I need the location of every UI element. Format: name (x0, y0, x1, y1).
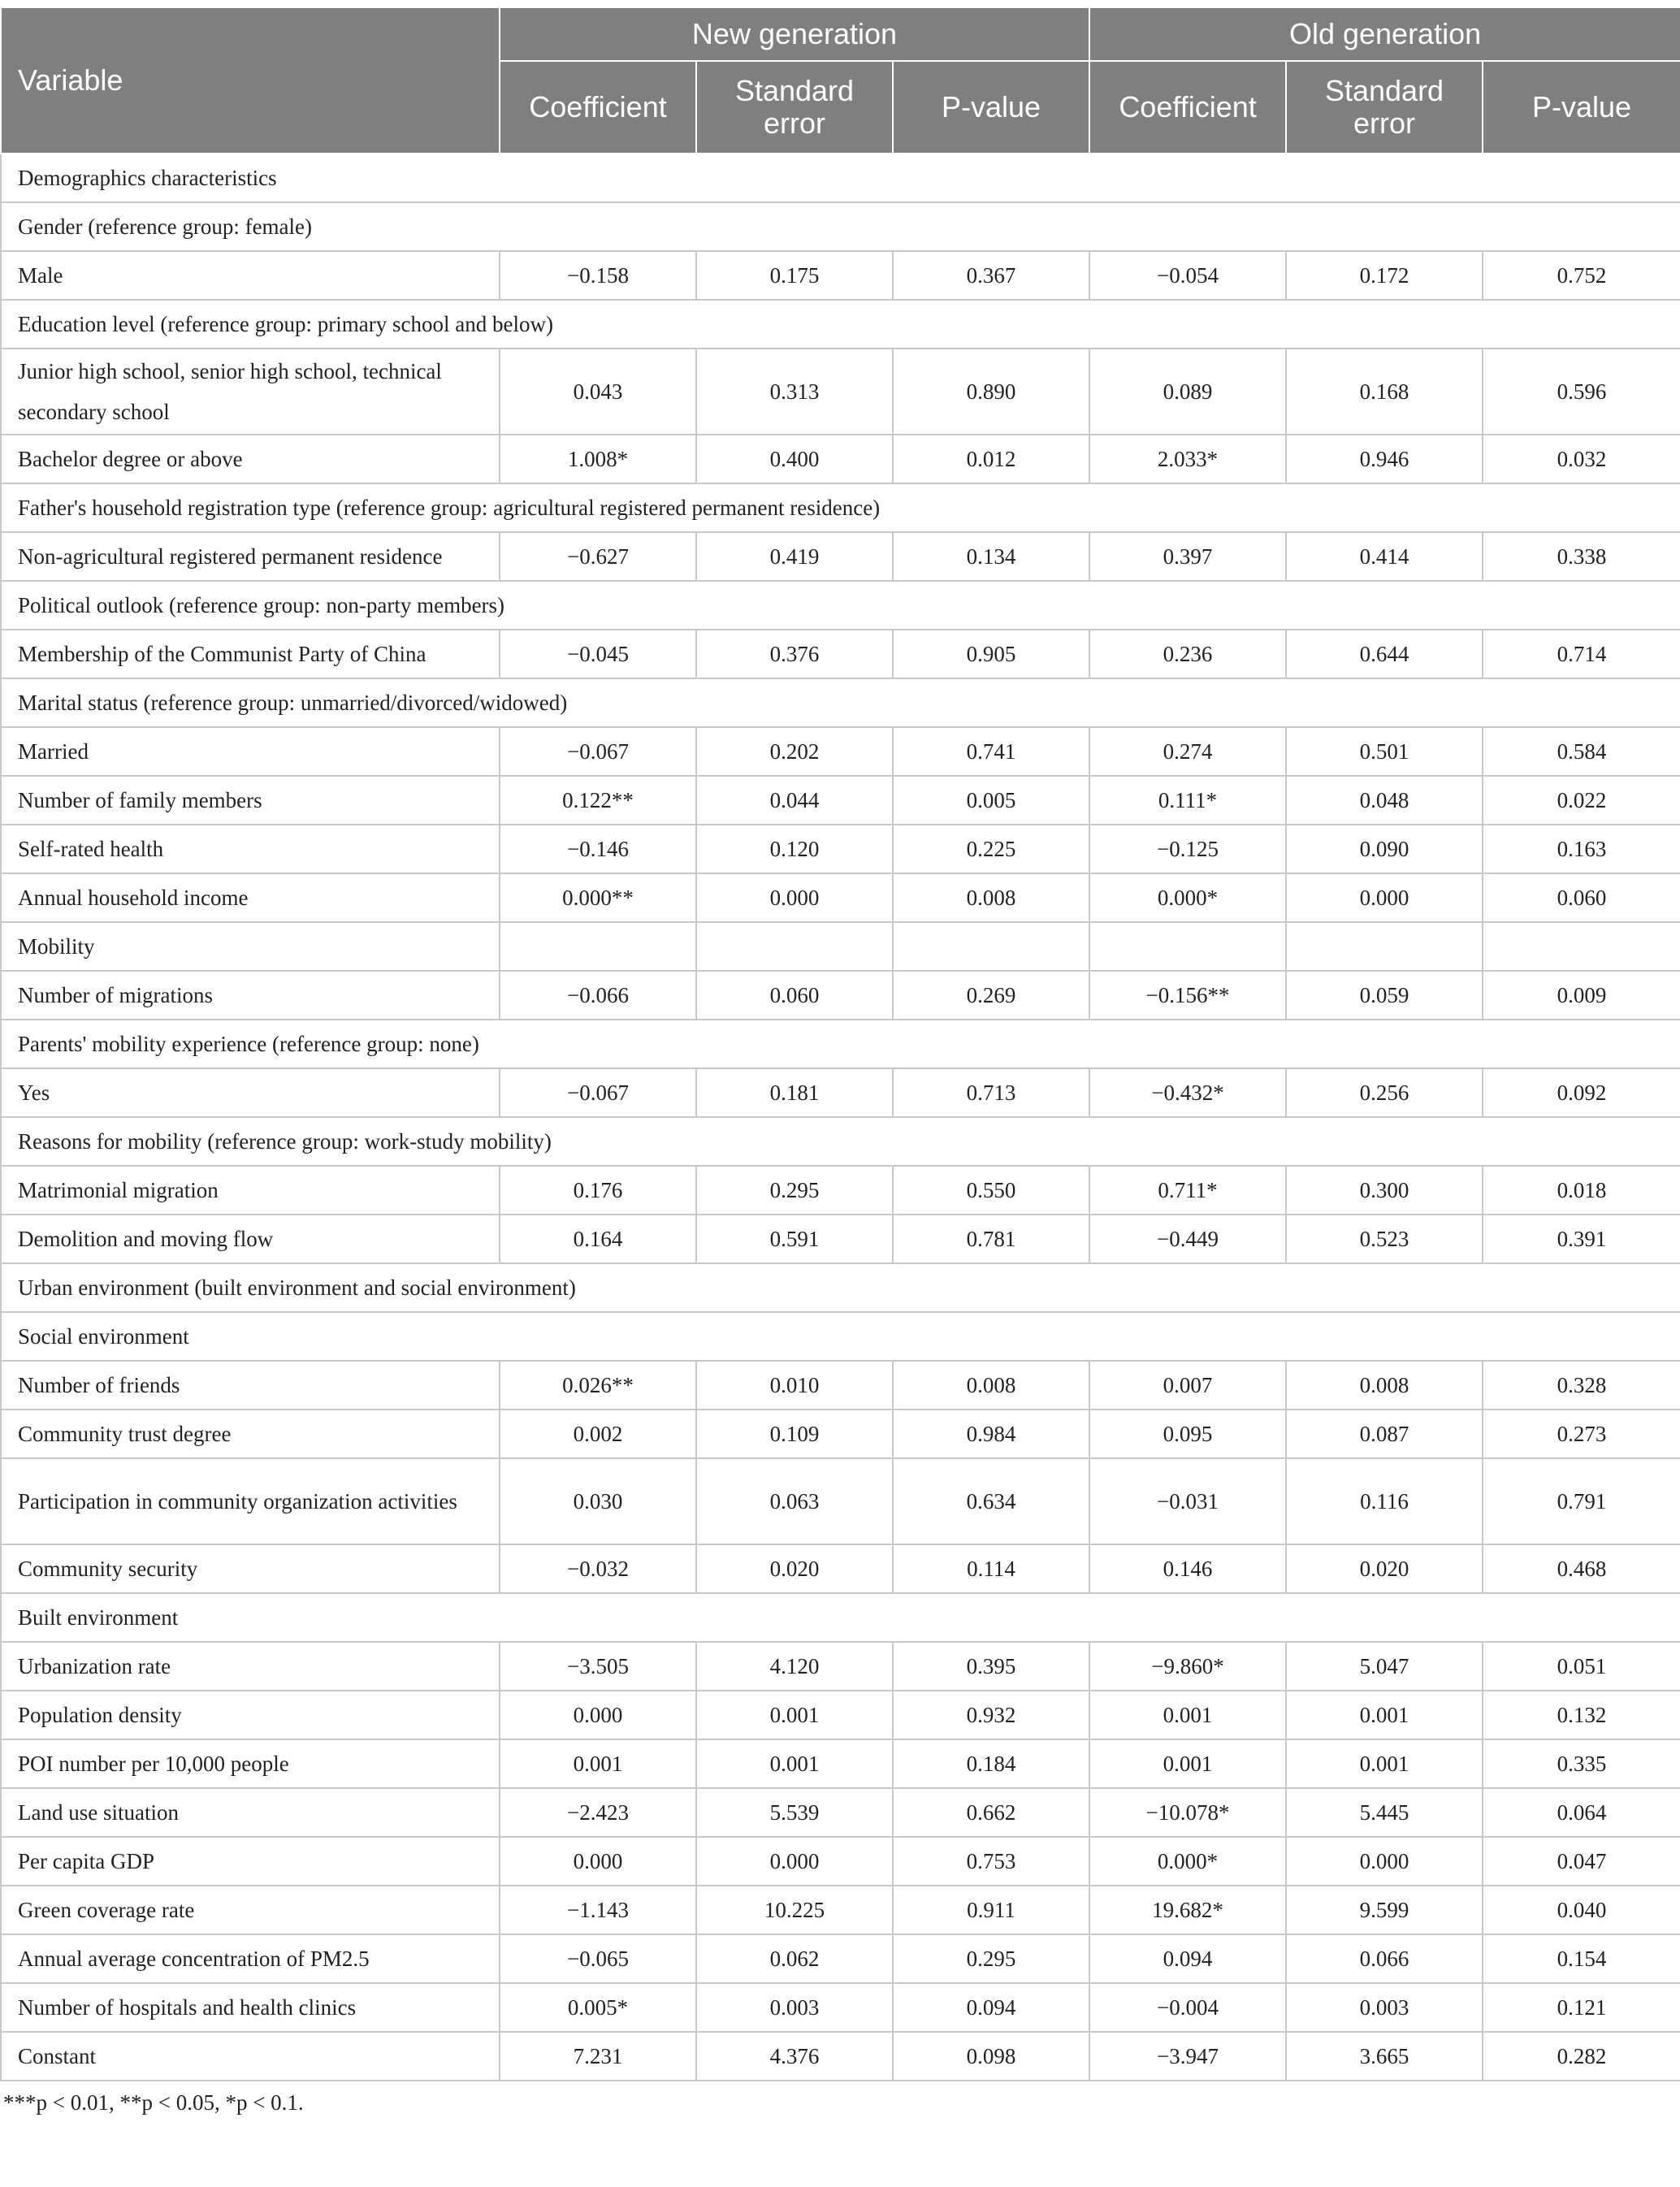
p-value-old-cell: 0.064 (1483, 1788, 1680, 1837)
group-label: Gender (reference group: female) (1, 202, 1680, 251)
group-header-row (1, 202, 1680, 251)
group-label: Demographics characteristics (1, 154, 1680, 202)
variable-label: Male (1, 251, 500, 300)
standard-error-new-cell: 0.175 (696, 251, 893, 300)
header-variable: Variable (1, 7, 500, 154)
table-row (1, 1983, 1680, 2032)
header-group-new-generation: New generation (500, 7, 1089, 61)
group-label: Parents' mobility experience (reference group: none) (1, 1020, 1680, 1068)
standard-error-old-cell: 0.300 (1286, 1166, 1483, 1215)
standard-error-old-cell: 0.000 (1286, 873, 1483, 922)
table-footnote: ***p < 0.01, **p < 0.05, *p < 0.1. (3, 2090, 304, 2115)
p-value-new-cell: 0.550 (893, 1166, 1089, 1215)
standard-error-old-cell: 0.059 (1286, 971, 1483, 1020)
coefficient-new-cell: −0.158 (500, 251, 696, 300)
coefficient-old-cell: 19.682* (1089, 1886, 1286, 1934)
header-coefficient-new: Coefficient (500, 61, 696, 154)
coefficient-new-cell: 0.000** (500, 873, 696, 922)
coefficient-old-cell: 0.146 (1089, 1544, 1286, 1593)
variable-label: Bachelor degree or above (1, 435, 500, 483)
p-value-new-cell: 0.295 (893, 1934, 1089, 1983)
p-value-old-cell: 0.032 (1483, 435, 1680, 483)
standard-error-new-cell: 4.376 (696, 2032, 893, 2081)
p-value-new-cell: 0.662 (893, 1788, 1089, 1837)
p-value-new-cell: 0.269 (893, 971, 1089, 1020)
table-row (1, 1410, 1680, 1458)
standard-error-new-cell: 0.400 (696, 435, 893, 483)
group-header-row (1, 483, 1680, 532)
table-row (1, 727, 1680, 776)
standard-error-new-cell: 0.001 (696, 1739, 893, 1788)
p-value-new-cell: 0.890 (893, 349, 1089, 435)
table-row (1, 1215, 1680, 1263)
standard-error-old-cell (1286, 922, 1483, 971)
table-row (1, 825, 1680, 873)
table-body (1, 154, 1680, 2081)
p-value-old-cell: 0.584 (1483, 727, 1680, 776)
standard-error-new-cell: 0.001 (696, 1691, 893, 1739)
coefficient-new-cell: −0.066 (500, 971, 696, 1020)
standard-error-old-cell: 0.501 (1286, 727, 1483, 776)
coefficient-old-cell: 0.000* (1089, 1837, 1286, 1886)
standard-error-new-cell: 10.225 (696, 1886, 893, 1934)
standard-error-old-cell: 0.172 (1286, 251, 1483, 300)
standard-error-new-cell: 0.062 (696, 1934, 893, 1983)
variable-label: POI number per 10,000 people (1, 1739, 500, 1788)
variable-label: Number of family members (1, 776, 500, 825)
standard-error-new-cell: 0.020 (696, 1544, 893, 1593)
standard-error-old-cell: 0.000 (1286, 1837, 1483, 1886)
coefficient-old-cell: −0.449 (1089, 1215, 1286, 1263)
p-value-new-cell: 0.932 (893, 1691, 1089, 1739)
coefficient-new-cell: −0.065 (500, 1934, 696, 1983)
table-row (1, 1166, 1680, 1215)
table-row (1, 1361, 1680, 1410)
group-header-row (1, 154, 1680, 202)
standard-error-old-cell: 0.003 (1286, 1983, 1483, 2032)
standard-error-new-cell: 0.120 (696, 825, 893, 873)
coefficient-new-cell: 7.231 (500, 2032, 696, 2081)
table-row (1, 1934, 1680, 1983)
group-label: Built environment (1, 1593, 1680, 1642)
variable-label: Self-rated health (1, 825, 500, 873)
coefficient-new-cell: −0.627 (500, 532, 696, 581)
group-header-row (1, 1020, 1680, 1068)
variable-label: Number of friends (1, 1361, 500, 1410)
coefficient-old-cell: 0.001 (1089, 1691, 1286, 1739)
coefficient-new-cell: 0.000 (500, 1691, 696, 1739)
coefficient-new-cell: −0.067 (500, 727, 696, 776)
variable-label: Married (1, 727, 500, 776)
p-value-new-cell: 0.781 (893, 1215, 1089, 1263)
coefficient-old-cell: 0.095 (1089, 1410, 1286, 1458)
coefficient-new-cell (500, 922, 696, 971)
p-value-old-cell: 0.092 (1483, 1068, 1680, 1117)
coefficient-old-cell: 0.274 (1089, 727, 1286, 776)
standard-error-new-cell: 0.000 (696, 1837, 893, 1886)
p-value-old-cell: 0.391 (1483, 1215, 1680, 1263)
p-value-new-cell: 0.713 (893, 1068, 1089, 1117)
standard-error-old-cell: 0.008 (1286, 1361, 1483, 1410)
table-row (1, 1544, 1680, 1593)
coefficient-old-cell: 0.001 (1089, 1739, 1286, 1788)
group-header-row (1, 678, 1680, 727)
coefficient-new-cell: 1.008* (500, 435, 696, 483)
table-row (1, 1739, 1680, 1788)
coefficient-new-cell: −2.423 (500, 1788, 696, 1837)
group-label: Marital status (reference group: unmarried/divorced/widowed) (1, 678, 1680, 727)
p-value-old-cell: 0.121 (1483, 1983, 1680, 2032)
p-value-old-cell: 0.273 (1483, 1410, 1680, 1458)
standard-error-old-cell: 0.644 (1286, 630, 1483, 678)
standard-error-new-cell: 0.376 (696, 630, 893, 678)
coefficient-old-cell: 0.089 (1089, 349, 1286, 435)
table-row (1, 1691, 1680, 1739)
coefficient-old-cell: 0.711* (1089, 1166, 1286, 1215)
table-header (1, 7, 1680, 154)
variable-label: Junior high school, senior high school, technical secondary school (1, 349, 500, 435)
regression-table (0, 6, 1680, 2081)
group-label: Education level (reference group: primary school and below) (1, 300, 1680, 349)
coefficient-old-cell: 2.033* (1089, 435, 1286, 483)
group-header-row (1, 1312, 1680, 1361)
p-value-new-cell (893, 922, 1089, 971)
p-value-old-cell: 0.040 (1483, 1886, 1680, 1934)
table-row (1, 776, 1680, 825)
p-value-old-cell: 0.328 (1483, 1361, 1680, 1410)
p-value-new-cell: 0.225 (893, 825, 1089, 873)
p-value-old-cell: 0.596 (1483, 349, 1680, 435)
variable-label: Number of migrations (1, 971, 500, 1020)
standard-error-old-cell: 0.414 (1286, 532, 1483, 581)
p-value-old-cell: 0.009 (1483, 971, 1680, 1020)
variable-label: Number of hospitals and health clinics (1, 1983, 500, 2032)
p-value-old-cell: 0.468 (1483, 1544, 1680, 1593)
p-value-new-cell: 0.634 (893, 1458, 1089, 1544)
group-header-row (1, 581, 1680, 630)
group-label: Reasons for mobility (reference group: work-study mobility) (1, 1117, 1680, 1166)
table-row (1, 532, 1680, 581)
coefficient-new-cell: −3.505 (500, 1642, 696, 1691)
coefficient-new-cell: −0.067 (500, 1068, 696, 1117)
group-label: Political outlook (reference group: non-party members) (1, 581, 1680, 630)
p-value-new-cell: 0.012 (893, 435, 1089, 483)
p-value-new-cell: 0.905 (893, 630, 1089, 678)
table-row (1, 349, 1680, 435)
group-label: Urban environment (built environment and social environment) (1, 1263, 1680, 1312)
p-value-old-cell: 0.335 (1483, 1739, 1680, 1788)
standard-error-old-cell: 0.001 (1286, 1739, 1483, 1788)
table-row (1, 971, 1680, 1020)
table-row (1, 435, 1680, 483)
variable-label: Demolition and moving flow (1, 1215, 500, 1263)
p-value-old-cell (1483, 922, 1680, 971)
standard-error-old-cell: 0.256 (1286, 1068, 1483, 1117)
coefficient-new-cell: 0.002 (500, 1410, 696, 1458)
standard-error-new-cell: 0.591 (696, 1215, 893, 1263)
coefficient-old-cell: 0.397 (1089, 532, 1286, 581)
p-value-new-cell: 0.911 (893, 1886, 1089, 1934)
variable-label: Green coverage rate (1, 1886, 500, 1934)
standard-error-new-cell: 0.044 (696, 776, 893, 825)
standard-error-old-cell: 0.048 (1286, 776, 1483, 825)
standard-error-new-cell: 0.060 (696, 971, 893, 1020)
standard-error-new-cell: 0.000 (696, 873, 893, 922)
p-value-old-cell: 0.714 (1483, 630, 1680, 678)
variable-label: Constant (1, 2032, 500, 2081)
header-standard-error-old: Standard error (1286, 61, 1483, 154)
coefficient-new-cell: 0.122** (500, 776, 696, 825)
variable-label: Land use situation (1, 1788, 500, 1837)
variable-label: Yes (1, 1068, 500, 1117)
group-header-row (1, 1263, 1680, 1312)
table-row (1, 1886, 1680, 1934)
group-label: Social environment (1, 1312, 1680, 1361)
standard-error-old-cell: 5.047 (1286, 1642, 1483, 1691)
p-value-old-cell: 0.163 (1483, 825, 1680, 873)
coefficient-new-cell: 0.026** (500, 1361, 696, 1410)
header-p-value-new: P-value (893, 61, 1089, 154)
p-value-new-cell: 0.753 (893, 1837, 1089, 1886)
standard-error-new-cell: 0.313 (696, 349, 893, 435)
standard-error-new-cell: 5.539 (696, 1788, 893, 1837)
p-value-old-cell: 0.338 (1483, 532, 1680, 581)
coefficient-old-cell: 0.236 (1089, 630, 1286, 678)
p-value-old-cell: 0.752 (1483, 251, 1680, 300)
coefficient-new-cell: 0.000 (500, 1837, 696, 1886)
coefficient-old-cell: 0.000* (1089, 873, 1286, 922)
coefficient-old-cell: −9.860* (1089, 1642, 1286, 1691)
variable-label: Participation in community organization activities (1, 1458, 500, 1544)
group-label: Father's household registration type (reference group: agricultural registered permanent residence) (1, 483, 1680, 532)
standard-error-old-cell: 0.087 (1286, 1410, 1483, 1458)
p-value-new-cell: 0.008 (893, 873, 1089, 922)
p-value-old-cell: 0.051 (1483, 1642, 1680, 1691)
standard-error-old-cell: 0.946 (1286, 435, 1483, 483)
table-row (1, 630, 1680, 678)
table-row (1, 1068, 1680, 1117)
coefficient-old-cell: −0.156** (1089, 971, 1286, 1020)
p-value-new-cell: 0.098 (893, 2032, 1089, 2081)
variable-label: Population density (1, 1691, 500, 1739)
coefficient-new-cell: 0.164 (500, 1215, 696, 1263)
coefficient-old-cell: −0.125 (1089, 825, 1286, 873)
p-value-new-cell: 0.134 (893, 532, 1089, 581)
coefficient-new-cell: 0.001 (500, 1739, 696, 1788)
standard-error-new-cell: 0.181 (696, 1068, 893, 1117)
standard-error-old-cell: 0.168 (1286, 349, 1483, 435)
variable-label: Community security (1, 1544, 500, 1593)
standard-error-old-cell: 0.090 (1286, 825, 1483, 873)
standard-error-new-cell: 0.003 (696, 1983, 893, 2032)
coefficient-new-cell: 0.030 (500, 1458, 696, 1544)
standard-error-old-cell: 0.020 (1286, 1544, 1483, 1593)
table-row (1, 873, 1680, 922)
standard-error-new-cell: 0.109 (696, 1410, 893, 1458)
p-value-new-cell: 0.094 (893, 1983, 1089, 2032)
variable-label: Community trust degree (1, 1410, 500, 1458)
group-header-row (1, 300, 1680, 349)
coefficient-new-cell: −0.032 (500, 1544, 696, 1593)
p-value-old-cell: 0.132 (1483, 1691, 1680, 1739)
coefficient-old-cell: −0.004 (1089, 1983, 1286, 2032)
p-value-old-cell: 0.060 (1483, 873, 1680, 922)
standard-error-old-cell: 9.599 (1286, 1886, 1483, 1934)
variable-label: Matrimonial migration (1, 1166, 500, 1215)
standard-error-new-cell: 0.063 (696, 1458, 893, 1544)
variable-label: Membership of the Communist Party of China (1, 630, 500, 678)
regression-table-container (0, 6, 1680, 2117)
coefficient-old-cell: −3.947 (1089, 2032, 1286, 2081)
p-value-old-cell: 0.154 (1483, 1934, 1680, 1983)
coefficient-new-cell: 0.005* (500, 1983, 696, 2032)
header-group-old-generation: Old generation (1089, 7, 1680, 61)
variable-label: Urbanization rate (1, 1642, 500, 1691)
coefficient-old-cell: −10.078* (1089, 1788, 1286, 1837)
p-value-old-cell: 0.047 (1483, 1837, 1680, 1886)
p-value-new-cell: 0.367 (893, 251, 1089, 300)
p-value-new-cell: 0.008 (893, 1361, 1089, 1410)
standard-error-new-cell: 0.202 (696, 727, 893, 776)
p-value-new-cell: 0.741 (893, 727, 1089, 776)
p-value-new-cell: 0.005 (893, 776, 1089, 825)
table-row (1, 922, 1680, 971)
coefficient-old-cell: −0.054 (1089, 251, 1286, 300)
p-value-old-cell: 0.791 (1483, 1458, 1680, 1544)
standard-error-old-cell: 3.665 (1286, 2032, 1483, 2081)
variable-label: Annual average concentration of PM2.5 (1, 1934, 500, 1983)
coefficient-new-cell: −0.146 (500, 825, 696, 873)
standard-error-new-cell: 0.295 (696, 1166, 893, 1215)
p-value-new-cell: 0.395 (893, 1642, 1089, 1691)
standard-error-new-cell: 0.010 (696, 1361, 893, 1410)
variable-label: Non-agricultural registered permanent residence (1, 532, 500, 581)
standard-error-old-cell: 0.116 (1286, 1458, 1483, 1544)
group-header-row (1, 1593, 1680, 1642)
variable-label: Annual household income (1, 873, 500, 922)
p-value-new-cell: 0.114 (893, 1544, 1089, 1593)
p-value-old-cell: 0.018 (1483, 1166, 1680, 1215)
coefficient-old-cell: 0.094 (1089, 1934, 1286, 1983)
group-header-row (1, 1117, 1680, 1166)
coefficient-new-cell: 0.176 (500, 1166, 696, 1215)
standard-error-old-cell: 0.066 (1286, 1934, 1483, 1983)
table-row (1, 1458, 1680, 1544)
standard-error-old-cell: 5.445 (1286, 1788, 1483, 1837)
header-p-value-old: P-value (1483, 61, 1680, 154)
coefficient-old-cell: −0.432* (1089, 1068, 1286, 1117)
p-value-old-cell: 0.022 (1483, 776, 1680, 825)
coefficient-new-cell: −1.143 (500, 1886, 696, 1934)
variable-label: Per capita GDP (1, 1837, 500, 1886)
table-row (1, 1837, 1680, 1886)
header-standard-error-new: Standard error (696, 61, 893, 154)
coefficient-old-cell: 0.007 (1089, 1361, 1286, 1410)
p-value-old-cell: 0.282 (1483, 2032, 1680, 2081)
standard-error-new-cell (696, 922, 893, 971)
p-value-new-cell: 0.184 (893, 1739, 1089, 1788)
standard-error-new-cell: 0.419 (696, 532, 893, 581)
p-value-new-cell: 0.984 (893, 1410, 1089, 1458)
table-row (1, 2032, 1680, 2081)
coefficient-old-cell: 0.111* (1089, 776, 1286, 825)
variable-label: Mobility (1, 922, 500, 971)
standard-error-old-cell: 0.523 (1286, 1215, 1483, 1263)
standard-error-old-cell: 0.001 (1286, 1691, 1483, 1739)
coefficient-old-cell: −0.031 (1089, 1458, 1286, 1544)
table-row (1, 1642, 1680, 1691)
coefficient-old-cell (1089, 922, 1286, 971)
table-row (1, 251, 1680, 300)
table-row (1, 1788, 1680, 1837)
standard-error-new-cell: 4.120 (696, 1642, 893, 1691)
coefficient-new-cell: 0.043 (500, 349, 696, 435)
header-coefficient-old: Coefficient (1089, 61, 1286, 154)
coefficient-new-cell: −0.045 (500, 630, 696, 678)
